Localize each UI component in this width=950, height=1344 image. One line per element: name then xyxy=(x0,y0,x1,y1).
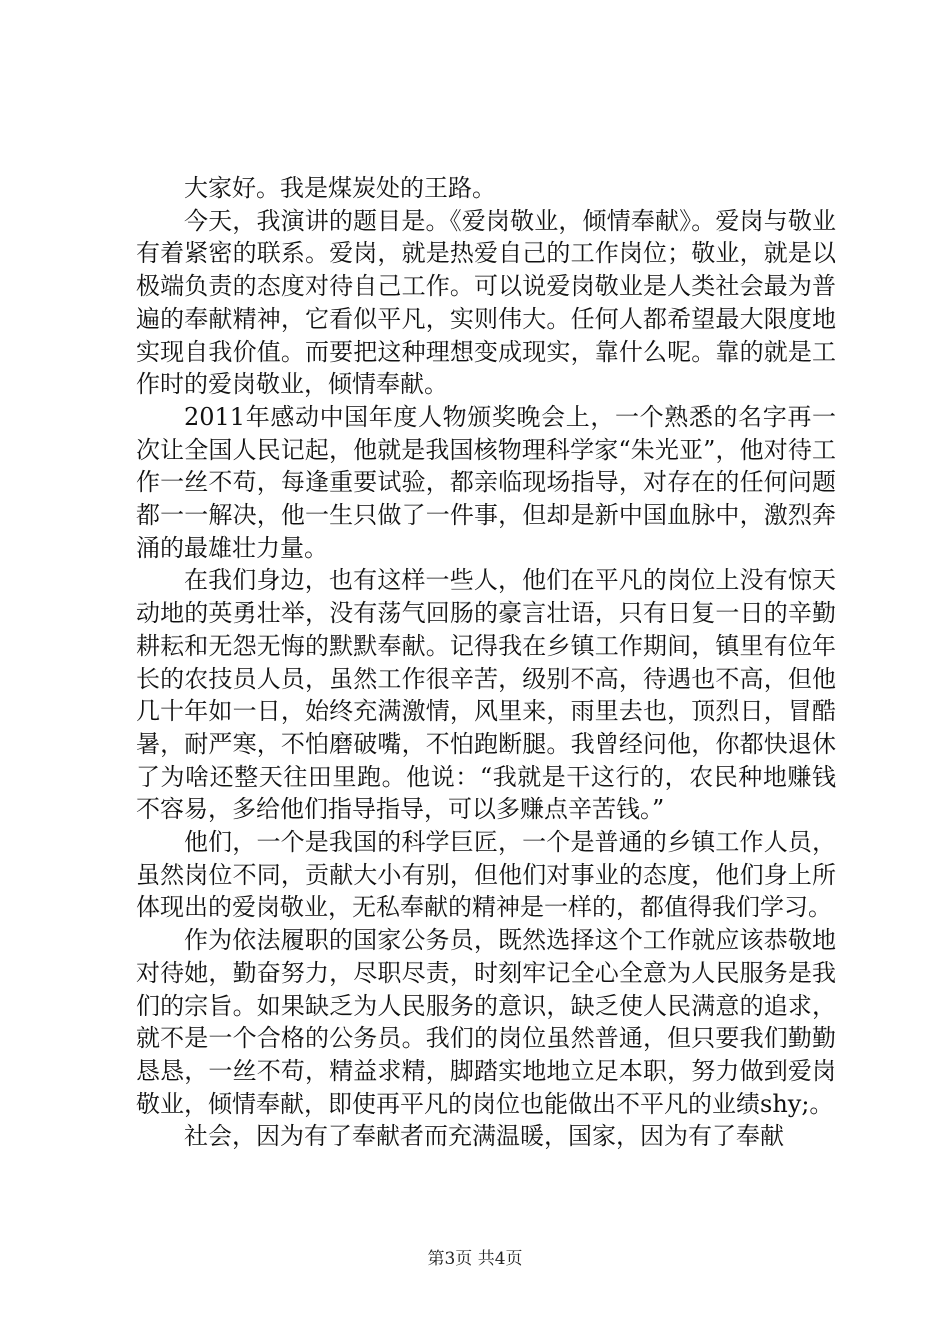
paragraph-zhu-guangya: 2011年感动中国年度人物颁奖晚会上，一个熟悉的名字再一次让全国人民记起，他就是我国核物理科学家“朱光亚”，他对待工作一丝不苟，每逢重要试验，都亲临现场指导，对存在的任何问题都一一解决，他一生只做了一件事，但却是新中国血脉中，激烈奔涌的最雄壮力量。 xyxy=(136,402,836,562)
paragraph-comparison: 他们，一个是我国的科学巨匠，一个是普通的乡镇工作人员，虽然岗位不同，贡献大小有别，但他们对事业的态度，他们身上所体现出的爱岗敬业，无私奉献的精神是一样的，都值得我们学习。 xyxy=(136,828,836,922)
document-body xyxy=(136,172,836,1153)
page-number-footer: 第3页 共4页 xyxy=(427,1249,523,1269)
paragraph-village-worker: 在我们身边，也有这样一些人，他们在平凡的岗位上没有惊天动地的英勇壮举，没有荡气回肠的豪言壮语，只有日复一日的辛勤耕耘和无怨无悔的默默奉献。记得我在乡镇工作期间，镇里有位年长的农技员人员，虽然工作很辛苦，级别不高，待遇也不高，但他几十年如一日，始终充满激情，风里来，雨里去也，顶烈日，冒酷暑，耐严寒，不怕磨破嘴，不怕跑断腿。我曾经问他，你都快退休了为啥还整天往田里跑。他说：“我就是干这行的，农民种地赚钱不容易，多给他们指导指导，可以多赚点辛苦钱。” xyxy=(136,566,836,824)
paragraph-civil-servant: 作为依法履职的国家公务员，既然选择这个工作就应该恭敬地对待她，勤奋努力，尽职尽责，时刻牢记全心全意为人民服务是我们的宗旨。如果缺乏为人民服务的意识，缺乏使人民满意的追求，就不是一个合格的公务员。我们的岗位虽然普通，但只要我们勤勤恳恳，一丝不苟，精益求精，脚踏实地地立足本职，努力做到爱岗敬业，倾情奉献，即使再平凡的岗位也能做出不平凡的业绩shy;。 xyxy=(136,926,836,1118)
paragraph-topic: 今天，我演讲的题目是。《爱岗敬业，倾情奉献》。爱岗与敬业有着紧密的联系。爱岗，就是热爱自己的工作岗位；敬业，就是以极端负责的态度对待自己工作。可以说爱岗敬业是人类社会最为普遍的奉献精神，它看似平凡，实则伟大。任何人都希望最大限度地实现自我价值。而要把这种理想变成现实，靠什么呢。靠的就是工作时的爱岗敬业，倾情奉献。 xyxy=(136,206,836,399)
paragraph-greeting: 大家好。我是煤炭处的王路。 xyxy=(184,174,496,202)
paragraph-society: 社会，因为有了奉献者而充满温暖，国家，因为有了奉献 xyxy=(184,1122,784,1151)
